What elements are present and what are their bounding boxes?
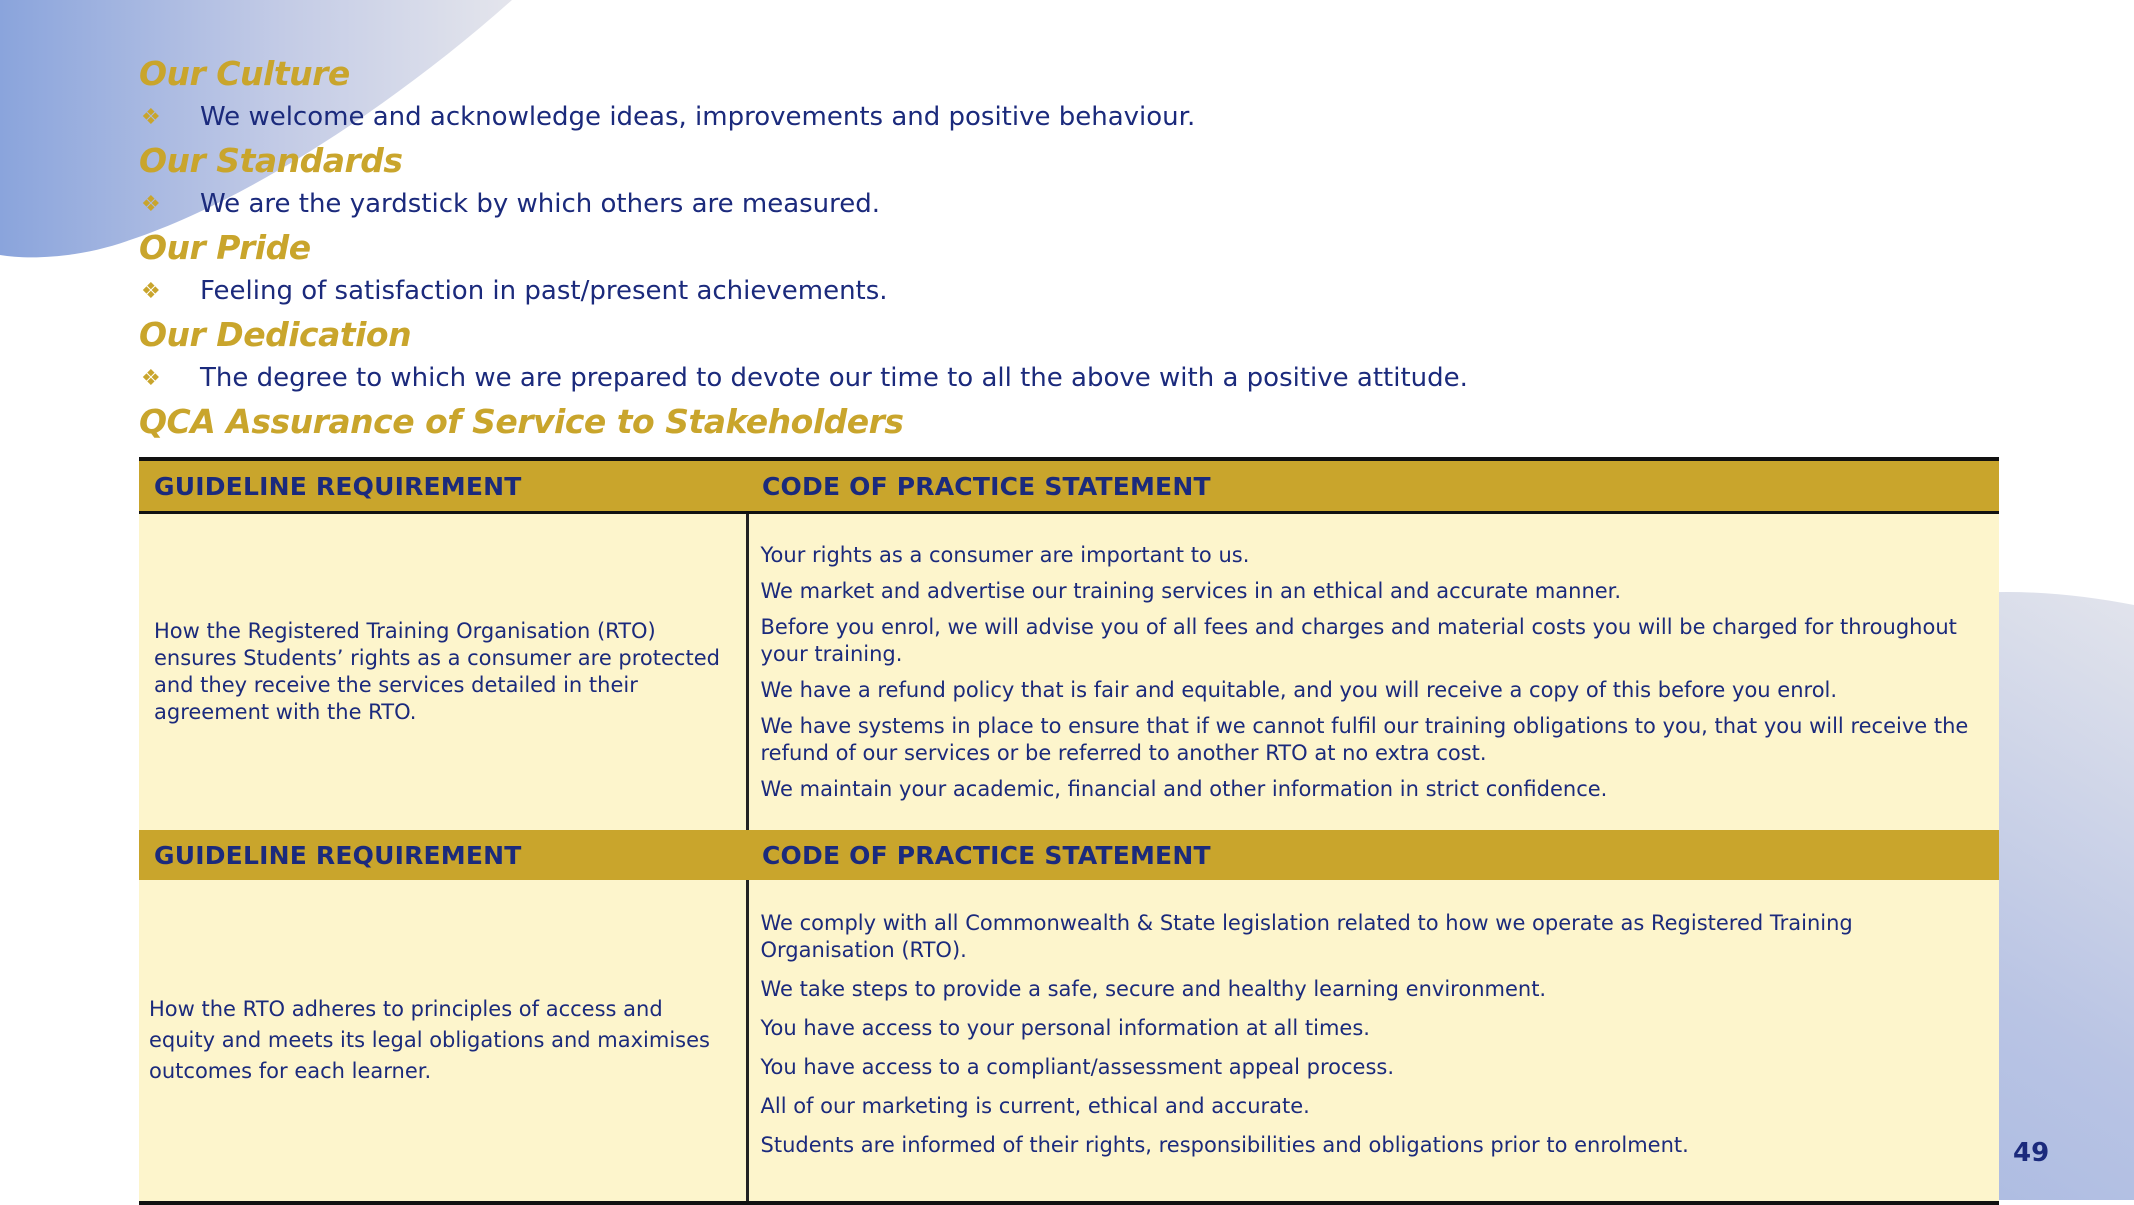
- statement-item: You have access to your personal information at all times.: [760, 1016, 1370, 1040]
- table-row: [139, 880, 1999, 1203]
- statement-item: All of our marketing is current, ethical and accurate.: [760, 1094, 1310, 1118]
- header-code-of-practice: CODE OF PRACTICE STATEMENT: [747, 459, 1999, 513]
- bullet-text: We welcome and acknowledge ideas, improvements and positive behaviour.: [200, 102, 1196, 132]
- header-code-of-practice: CODE OF PRACTICE STATEMENT: [747, 830, 1999, 880]
- table-header-row: [139, 459, 1999, 513]
- section-our-dedication: [139, 313, 1999, 400]
- diamond-bullet-icon: ❖: [141, 365, 161, 391]
- section-our-pride: [139, 226, 1999, 313]
- bullet-item: [139, 95, 1999, 139]
- section-title: Our Culture: [139, 54, 350, 93]
- statement-item: We comply with all Commonwealth & State legislation related to how we operate as Registered Training Organisation (RTO).: [760, 911, 1853, 962]
- bullet-item: [139, 356, 1999, 400]
- requirement-cell: How the RTO adheres to principles of access and equity and meets its legal obligations and maximises outcomes for each learner.: [139, 880, 747, 1203]
- section-title: Our Pride: [139, 228, 311, 267]
- statement-cell: [747, 513, 1999, 831]
- section-our-culture: [139, 52, 1999, 139]
- statement-item: We market and advertise our training services in an ethical and accurate manner.: [760, 578, 1622, 603]
- page-content: [139, 52, 1999, 1205]
- bullet-text: The degree to which we are prepared to devote our time to all the above with a positive attitude.: [200, 363, 1468, 393]
- statement-item: You have access to a compliant/assessment appeal process.: [760, 1055, 1394, 1079]
- page-number: 49: [2013, 1138, 2050, 1168]
- table-header-row: [139, 830, 1999, 880]
- section-title: Our Dedication: [139, 315, 412, 354]
- diamond-bullet-icon: ❖: [141, 191, 161, 217]
- statement-item: Before you enrol, we will advise you of all fees and charges and material costs you will be charged for throughout your training.: [760, 614, 1957, 666]
- bullet-item: [139, 269, 1999, 313]
- section-our-standards: [139, 139, 1999, 226]
- diamond-bullet-icon: ❖: [141, 104, 161, 130]
- bullet-item: [139, 182, 1999, 226]
- diamond-bullet-icon: ❖: [141, 278, 161, 304]
- statement-cell: [747, 880, 1999, 1203]
- section-title: Our Standards: [139, 141, 403, 180]
- statement-item: We have a refund policy that is fair and equitable, and you will receive a copy of this before you enrol.: [760, 677, 1838, 702]
- statement-item: Your rights as a consumer are important to us.: [760, 542, 1250, 567]
- bullet-text: Feeling of satisfaction in past/present achievements.: [200, 276, 888, 306]
- assurance-table: [139, 457, 1999, 1205]
- statement-item: We take steps to provide a safe, secure and healthy learning environment.: [760, 977, 1547, 1001]
- requirement-cell: How the Registered Training Organisation (RTO) ensures Students’ rights as a consumer are protected and they receive the services detailed in their agreement with the RTO.: [139, 513, 747, 831]
- table-row: [139, 513, 1999, 831]
- header-guideline-requirement: GUIDELINE REQUIREMENT: [139, 459, 747, 513]
- statement-item: We maintain your academic, financial and other information in strict confidence.: [760, 776, 1608, 801]
- table-title: QCA Assurance of Service to Stakeholders: [139, 402, 904, 441]
- statement-item: Students are informed of their rights, responsibilities and obligations prior to enrolment.: [760, 1133, 1689, 1157]
- header-guideline-requirement: GUIDELINE REQUIREMENT: [139, 830, 747, 880]
- statement-item: We have systems in place to ensure that if we cannot fulfil our training obligations to you, that you will receive the refund of our services or be referred to another RTO at no extra cost.: [760, 713, 1969, 765]
- bullet-text: We are the yardstick by which others are measured.: [200, 189, 881, 219]
